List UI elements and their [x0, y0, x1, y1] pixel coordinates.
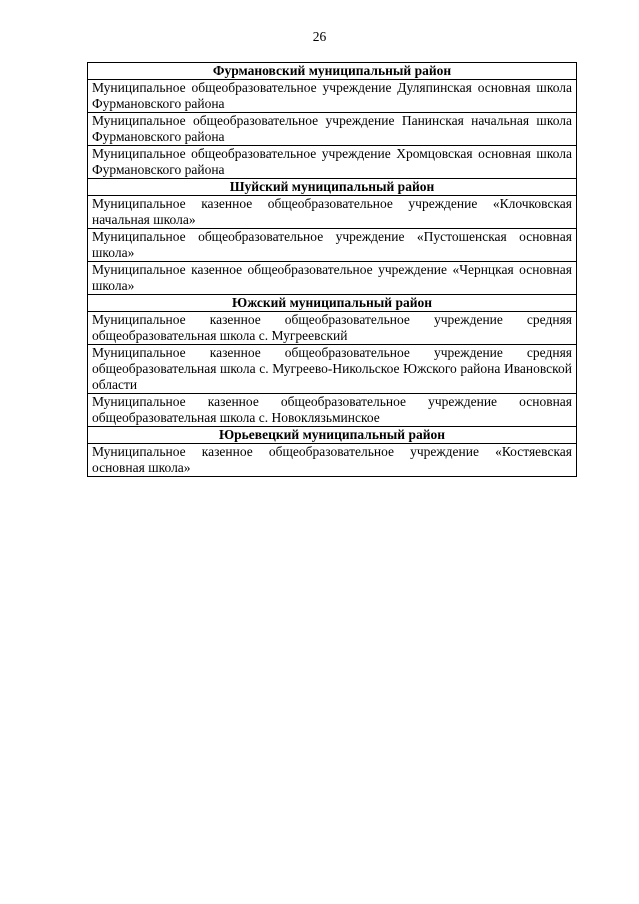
table-row — [88, 312, 577, 345]
table-row — [88, 262, 577, 295]
school-entry: Муниципальное казенное общеобразовательное учреждение средняя общеобразовательная школа с. Мугреево-Никольское Южского района Ивановской области — [88, 345, 577, 394]
page-number: 26 — [312, 29, 327, 44]
district-header-row — [88, 427, 577, 444]
school-entry: Муниципальное казенное общеобразовательное учреждение «Клочковская начальная школа» — [88, 196, 577, 229]
table-row — [88, 146, 577, 179]
district-header-row — [88, 179, 577, 196]
schools-table — [87, 62, 577, 477]
school-entry: Муниципальное казенное общеобразовательное учреждение средняя общеобразовательная школа с. Мугреевский — [88, 312, 577, 345]
district-name: Фурмановский муниципальный район — [88, 63, 577, 80]
table-row — [88, 345, 577, 394]
table-row — [88, 80, 577, 113]
table-row — [88, 394, 577, 427]
district-header-row — [88, 63, 577, 80]
school-entry: Муниципальное общеобразовательное учреждение Панинская начальная школа Фурмановского района — [88, 113, 577, 146]
table-row — [88, 444, 577, 477]
table-row — [88, 113, 577, 146]
school-entry: Муниципальное общеобразовательное учреждение «Пустошенская основная школа» — [88, 229, 577, 262]
table-row — [88, 229, 577, 262]
district-name: Шуйский муниципальный район — [88, 179, 577, 196]
district-name: Юрьевецкий муниципальный район — [88, 427, 577, 444]
district-name: Южский муниципальный район — [88, 295, 577, 312]
school-entry: Муниципальное общеобразовательное учреждение Дуляпинская основная школа Фурмановского района — [88, 80, 577, 113]
school-entry: Муниципальное казенное общеобразовательное учреждение «Чернцкая основная школа» — [88, 262, 577, 295]
table-row — [88, 196, 577, 229]
school-entry: Муниципальное казенное общеобразовательное учреждение «Костяевская основная школа» — [88, 444, 577, 477]
school-entry: Муниципальное казенное общеобразовательное учреждение основная общеобразовательная школа с. Новоклязьминское — [88, 394, 577, 427]
school-entry: Муниципальное общеобразовательное учреждение Хромцовская основная школа Фурмановского района — [88, 146, 577, 179]
district-header-row — [88, 295, 577, 312]
